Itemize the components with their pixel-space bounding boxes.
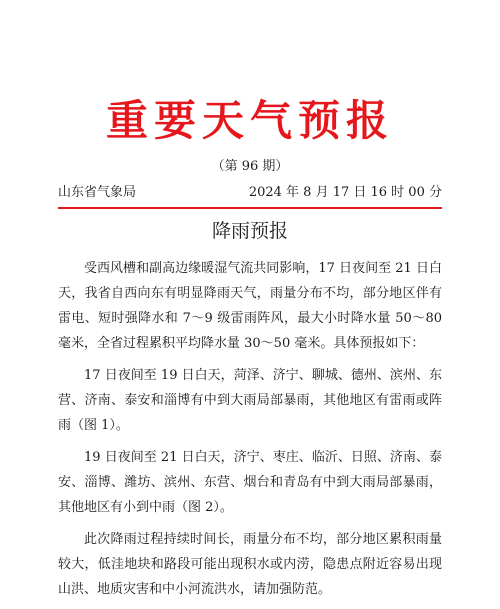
paragraph: 17 日夜间至 19 日白天，菏泽、济宁、聊城、德州、滨州、东营、济南、泰安和淄博有中到大雨局部暴雨，其他地区有雷雨或阵雨（图 1）。: [58, 368, 442, 433]
header-divider: [58, 207, 442, 209]
issue-meta: [58, 184, 442, 202]
paragraph: 19 日夜间至 21 日白天，济宁、枣庄、临沂、日照、济南、泰安、淄博、潍坊、滨州、东营、烟台和青岛有中到大雨局部暴雨，其他地区有小到中雨（图 2）。: [58, 450, 442, 515]
issue-date: 2024 年 8 月 17 日 16 时 00 分: [248, 185, 442, 200]
issuer: 山东省气象局: [58, 185, 137, 200]
paragraph: 此次降雨过程持续时间长，雨量分布不均，部分地区累积雨量较大，低洼地块和路段可能出现积水或内涝，隐患点附近容易出现山洪、地质灾害和中小河流洪水，请加强防范。: [58, 532, 442, 597]
issue-number: （第 96 期）: [211, 159, 289, 174]
forecast-body: [58, 256, 442, 609]
paragraph: 受西风槽和副高边缘暖湿气流共同影响，17 日夜间至 21 日白天，我省自西向东有明显降雨天气，雨量分布不均，部分地区伴有雷电、短时强降水和 7～9 级雷雨阵风，最大小时降水量 50～80 毫米，全省过程累积平均降水量 30～50 毫米。具体预报如下：: [58, 261, 442, 351]
masthead-title: 重要天气预报: [105, 96, 394, 145]
section-title: 降雨预报: [211, 220, 288, 242]
